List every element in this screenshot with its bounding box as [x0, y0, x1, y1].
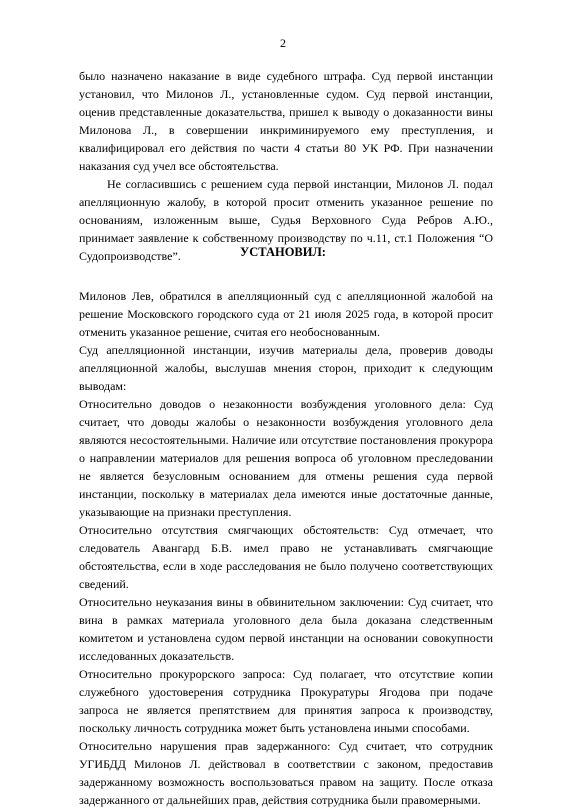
paragraph: Милонов Лев, обратился в апелляционный суд с апелляционной жалобой на решение Московского городского суда от 21 июля 2025 года, в которой просит отменить указанное решение, считая его необоснованным.: [79, 289, 493, 339]
paragraph: Относительно доводов о незаконности возбуждения уголовного дела: Суд считает, что доводы жалобы о незаконности возбуждения уголовного дела являются несостоятельными. Наличие или отсутствие постановления прокурора о направлении материалов для решения вопроса об уголовном преследовании не является безусловным основанием для отмены решения суда первой инстанции, поскольку в материалах дела имеются иные достаточные данные, указывающие на признаки преступления.: [79, 397, 493, 519]
findings-text: [79, 287, 493, 809]
paragraph: Относительно неуказания вины в обвинительном заключении: Суд считает, что вина в рамках материала уголовного дела была доказана следственным комитетом и установлена судом первой инстанции на основании совокупности исследованных доказательств.: [79, 595, 493, 663]
section-heading: УСТАНОВИЛ:: [240, 245, 326, 259]
paragraph: Относительно отсутствия смягчающих обстоятельств: Суд отмечает, что следователь Авангард Б.В. имел право не устанавливать смягчающие обстоятельства, если в ходе расследования не было получено соответствующих сведений.: [79, 523, 493, 591]
paragraph: Суд апелляционной инстанции, изучив материалы дела, проверив доводы апелляционной жалобы, выслушав мнения сторон, приходит к следующим выводам:: [79, 343, 493, 393]
paragraph: было назначено наказание в виде судебного штрафа. Суд первой инстанции установил, что Милонов Л., установленные судом. Суд первой инстанции, оценив представленные доказательства, пришел к выводу о доказанности вины Милонова Л., в совершении инкриминируемого ему преступления, и квалифицировал его действия по части 4 статьи 80 УК РФ. При назначении наказания суд учел все обстоятельства.: [79, 69, 493, 173]
paragraph: Относительно прокурорского запроса: Суд полагает, что отсутствие копии служебного удостоверения сотрудника Прокуратуры Ягодова при подаче запроса не является препятствием для принятия запроса к производству, поскольку личность сотрудника может быть установлена иными способами.: [79, 667, 493, 735]
page-number: 2: [280, 36, 286, 50]
paragraph: Относительно нарушения прав задержанного: Суд считает, что сотрудник УГИБДД Милонов Л. действовал в соответствии с законом, предоставив задержанному возможность воспользоваться правом на защиту. После отказа задержанного от дальнейших прав, действия сотрудника были правомерными.: [79, 739, 493, 807]
paragraph: Не согласившись с решением суда первой инстанции, Милонов Л. подал апелляционную жалобу, в которой просит отменить указанное решение по основаниям, изложенным выше, Судья Верховного Суда Ребров А.Ю., принимает заявление к собственному производству по ч.11, ст.1 Положения “О Судопроизводстве”.: [79, 177, 493, 263]
preamble-text: [79, 67, 493, 265]
